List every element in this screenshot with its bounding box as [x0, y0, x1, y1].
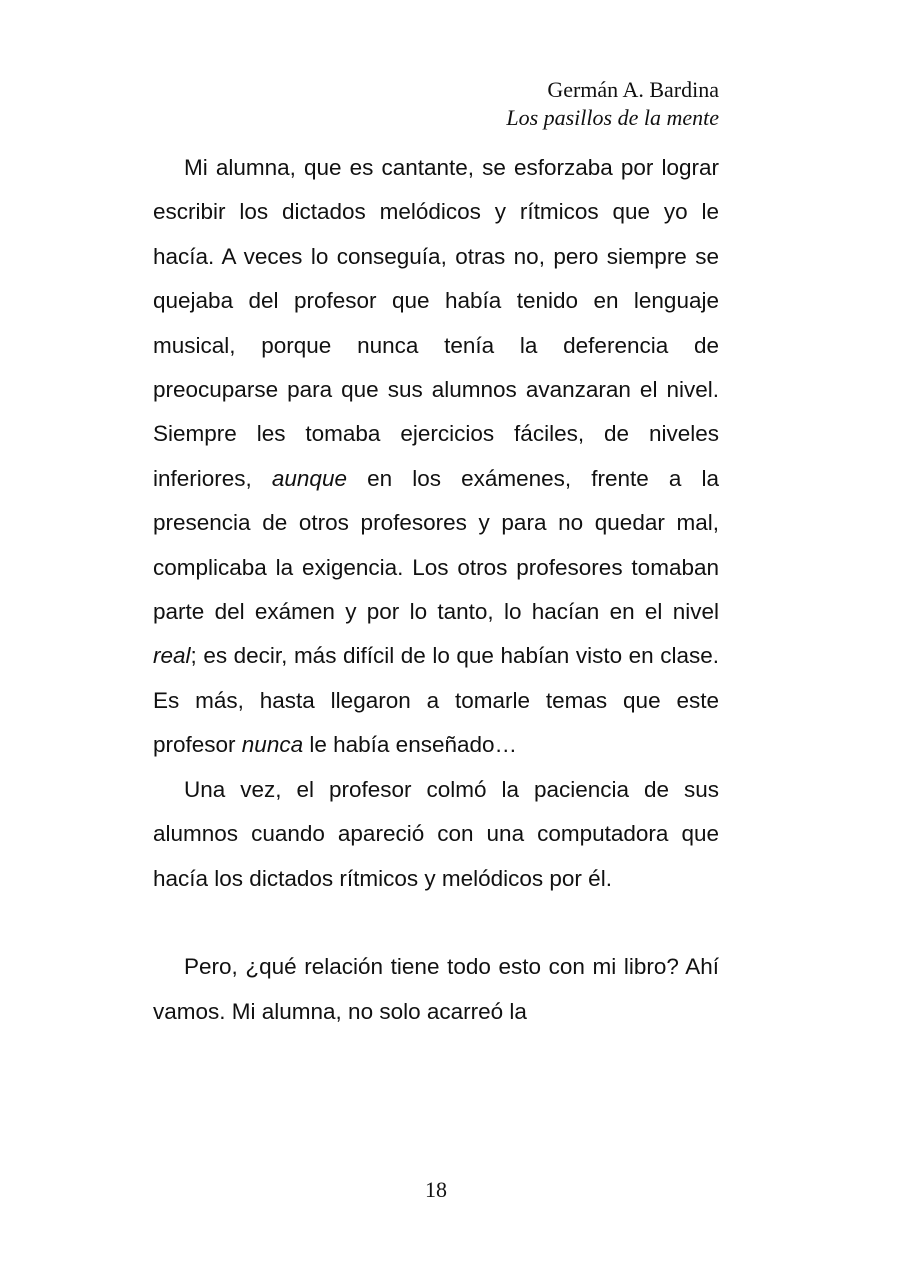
paragraph-1-text-b: en los exámenes, frente a la presencia de otros profesores y para no quedar mal, complicaba la exigencia. Los otros profesores tomaban parte del exámen y por lo tanto, lo hacían en el nivel [153, 465, 719, 625]
emphasis-nunca: nunca [241, 732, 304, 758]
page-number: 18 [425, 1177, 447, 1202]
running-header [506, 76, 719, 132]
paragraph-1 [153, 146, 719, 768]
header-author: Germán A. Bardina [547, 77, 719, 102]
paragraph-1-text-d: le había enseñado… [303, 732, 518, 758]
paragraph-1-text-c: ; es decir, más difícil de lo que habían visto en clase. Es más, hasta llegaron a tomarle temas que este profesor [153, 643, 719, 758]
header-book-title: Los pasillos de la mente [506, 105, 719, 130]
body-text [153, 146, 719, 1034]
paragraph-2: Una vez, el profesor colmó la paciencia de sus alumnos cuando apareció con una computadora que hacía los dictados rítmicos y melódicos por él. [153, 776, 719, 891]
emphasis-real: real [153, 643, 191, 669]
emphasis-aunque: aunque [271, 465, 347, 491]
paragraph-3: Pero, ¿qué relación tiene todo esto con mi libro? Ahí vamos. Mi alumna, no solo acarreó la [153, 954, 719, 1024]
paragraph-1-text-a: Mi alumna, que es cantante, se esforzaba por lograr escribir los dictados melódicos y rítmicos que yo le hacía. A veces lo conseguía, otras no, pero siempre se quejaba del profesor que había tenido en lenguaje musical, porque nunca tenía la deferencia de preocuparse para que sus alumnos avanzaran el nivel. Siempre les tomaba ejercicios fáciles, de niveles inferiores, [153, 155, 719, 491]
